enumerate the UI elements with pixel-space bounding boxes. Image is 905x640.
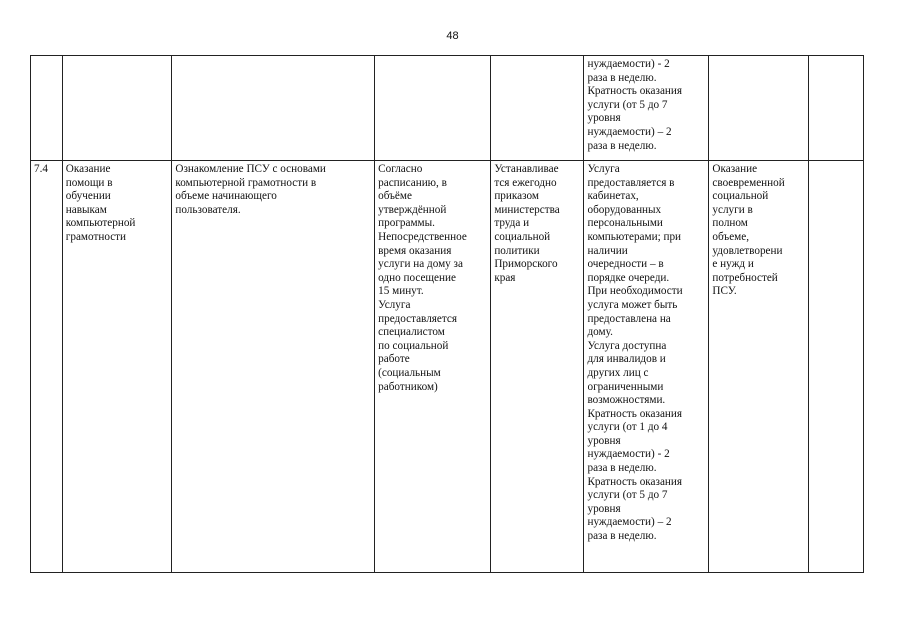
service-name-text: Оказание помощи в обучении навыкам компьютерной грамотности xyxy=(65,163,136,243)
table-cell-empty xyxy=(375,56,491,161)
table-cell-empty xyxy=(172,56,375,161)
table-cell-number xyxy=(31,161,63,573)
table-cell-empty xyxy=(809,56,864,161)
table-cell-empty xyxy=(709,56,809,161)
table-cell-delivery xyxy=(584,161,709,573)
table-cell-tariff xyxy=(491,161,584,573)
table-cell-empty xyxy=(62,56,172,161)
table-cell-conditions xyxy=(375,161,491,573)
row-number: 7.4 xyxy=(34,163,48,175)
table-row-7-4 xyxy=(31,161,864,573)
conditions-text: Согласно расписанию, в объёме утверждённой программы. Непосредственное время оказания услуги на дому за одно посещение 15 минут. Услуга предоставляется специалистом по социальной работе (социальным работником) xyxy=(378,163,467,393)
description-text: Ознакомление ПСУ с основами компьютерной грамотности в объеме начинающего пользователя. xyxy=(175,163,326,216)
table-cell-description xyxy=(172,161,375,573)
result-text: Оказание своевременной социальной услуги в полном объеме, удовлетворени е нужд и потребностей ПСУ. xyxy=(712,163,785,298)
table-cell-empty xyxy=(31,56,63,161)
table-cell-service-name xyxy=(62,161,172,573)
delivery-continued-text: нуждаемости) - 2 раза в неделю. Кратность оказания услуги (от 5 до 7 уровня нуждаемости) – 2 раза в неделю. xyxy=(587,58,683,152)
table-cell-extra xyxy=(809,161,864,573)
table-cell-result xyxy=(709,161,809,573)
services-table xyxy=(30,55,864,573)
tariff-text: Устанавливае тся ежегодно приказом министерства труда и социальной политики Приморского края xyxy=(494,163,560,284)
delivery-text: Услуга предоставляется в кабинетах, оборудованных персональными компьютерами; при наличии очередности – в порядке очереди. При необходимости услуга может быть предоставлена на дому. Услуга доступна для инвалидов и других лиц с ограниченными возможностями. Кратность оказания услуги (от 1 до 4 уровня нуждаемости) - 2 раза в неделю. Кратность оказания услуги (от 5 до 7 уровня нуждаемости) – 2 раза в неделю. xyxy=(587,163,683,543)
table-row-continuation xyxy=(31,56,864,161)
table-cell-delivery-continued xyxy=(584,56,709,161)
page-number: 48 xyxy=(446,30,459,42)
table-cell-empty xyxy=(491,56,584,161)
